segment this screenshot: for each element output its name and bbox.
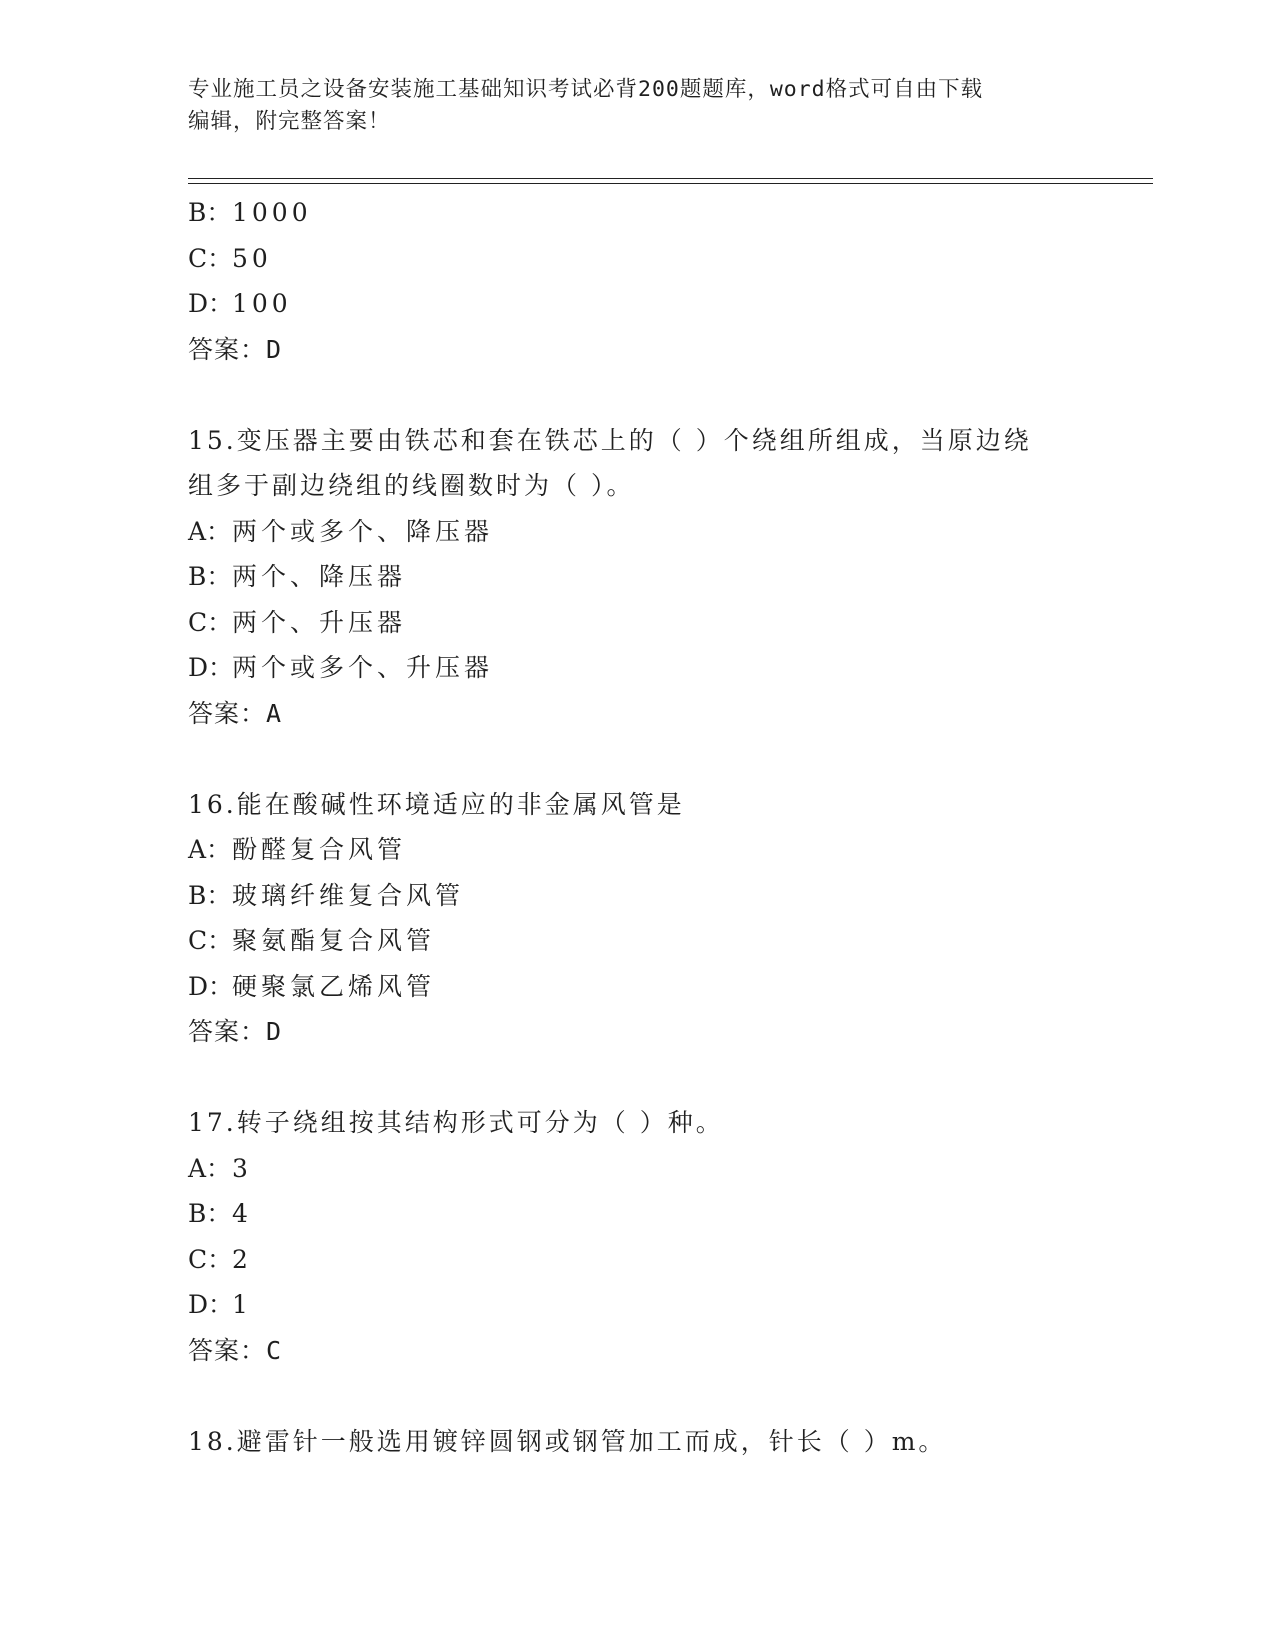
question-18 (188, 1419, 1108, 1465)
answer-line: 答案：A (188, 698, 283, 728)
option-a (188, 509, 1108, 555)
option-text: 2 (232, 1244, 252, 1274)
option-text: 硬聚氯乙烯风管 (232, 971, 436, 1001)
question-stem-line: 组多于副边绕组的线圈数时为（ ）。 (188, 471, 635, 500)
option-c (188, 918, 1108, 964)
option-b (188, 554, 1108, 600)
option-text: 1000 (232, 198, 312, 227)
option-text: 两个或多个、升压器 (232, 653, 494, 682)
option-key: A： (188, 516, 232, 546)
option-text: 两个或多个、降压器 (232, 516, 494, 546)
option-text: 聚氨酯复合风管 (232, 926, 436, 955)
option-key: D： (188, 1290, 234, 1319)
option-key: C： (188, 607, 233, 637)
question-stem-line: 16.能在酸碱性环境适应的非金属风管是 (188, 789, 685, 819)
option-key: D： (188, 289, 234, 318)
option-key: C： (188, 926, 233, 955)
document-body (188, 190, 1108, 1464)
option-text: 两个、降压器 (232, 562, 407, 591)
option-b (188, 1191, 1108, 1237)
header-line-1: 专业施工员之设备安装施工基础知识考试必背200题题库，word格式可自由下载 (188, 77, 984, 102)
option-text: 玻璃纤维复合风管 (232, 880, 465, 910)
header-rule-top (188, 178, 1153, 179)
option-key: B： (188, 880, 232, 910)
answer-line: 答案：C (188, 1335, 283, 1365)
option-key: B： (188, 1199, 232, 1228)
header-rule-bottom (188, 183, 1153, 184)
question-14-continuation (188, 190, 1108, 372)
answer-line: 答案：D (188, 1017, 283, 1046)
option-text: 4 (232, 1199, 252, 1228)
option-text: 100 (232, 289, 292, 318)
option-d (188, 964, 1108, 1010)
option-d (188, 1282, 1108, 1328)
option-a (188, 1146, 1108, 1192)
option-text: 两个、升压器 (232, 607, 407, 637)
header-line-2: 编辑，附完整答案！ (188, 109, 391, 134)
option-b (188, 190, 1108, 236)
document-header (188, 74, 1088, 138)
option-key: A： (188, 1153, 232, 1183)
option-b (188, 873, 1108, 919)
option-key: D： (188, 971, 234, 1001)
option-c (188, 236, 1108, 282)
option-key: B： (188, 198, 232, 227)
option-key: C： (188, 243, 233, 273)
question-stem-line: 17.转子绕组按其结构形式可分为（ ）种。 (188, 1108, 724, 1137)
option-a (188, 827, 1108, 873)
option-key: B： (188, 562, 232, 591)
option-text: 酚醛复合风管 (232, 835, 407, 864)
option-key: A： (188, 835, 232, 864)
question-17 (188, 1100, 1108, 1373)
option-d (188, 281, 1108, 327)
question-stem-line: 15.变压器主要由铁芯和套在铁芯上的（ ）个绕组所组成，当原边绕 (188, 425, 1032, 455)
option-text: 50 (232, 243, 272, 273)
question-15 (188, 418, 1108, 737)
answer-line: 答案：D (188, 334, 283, 364)
question-stem-line: 18.避雷针一般选用镀锌圆钢或钢管加工而成，针长（ ）m。 (188, 1426, 947, 1456)
option-d (188, 645, 1108, 691)
option-key: D： (188, 653, 234, 682)
option-c (188, 600, 1108, 646)
question-16 (188, 782, 1108, 1055)
option-key: C： (188, 1244, 233, 1274)
option-text: 1 (232, 1290, 252, 1319)
option-text: 3 (232, 1153, 252, 1183)
option-c (188, 1237, 1108, 1283)
